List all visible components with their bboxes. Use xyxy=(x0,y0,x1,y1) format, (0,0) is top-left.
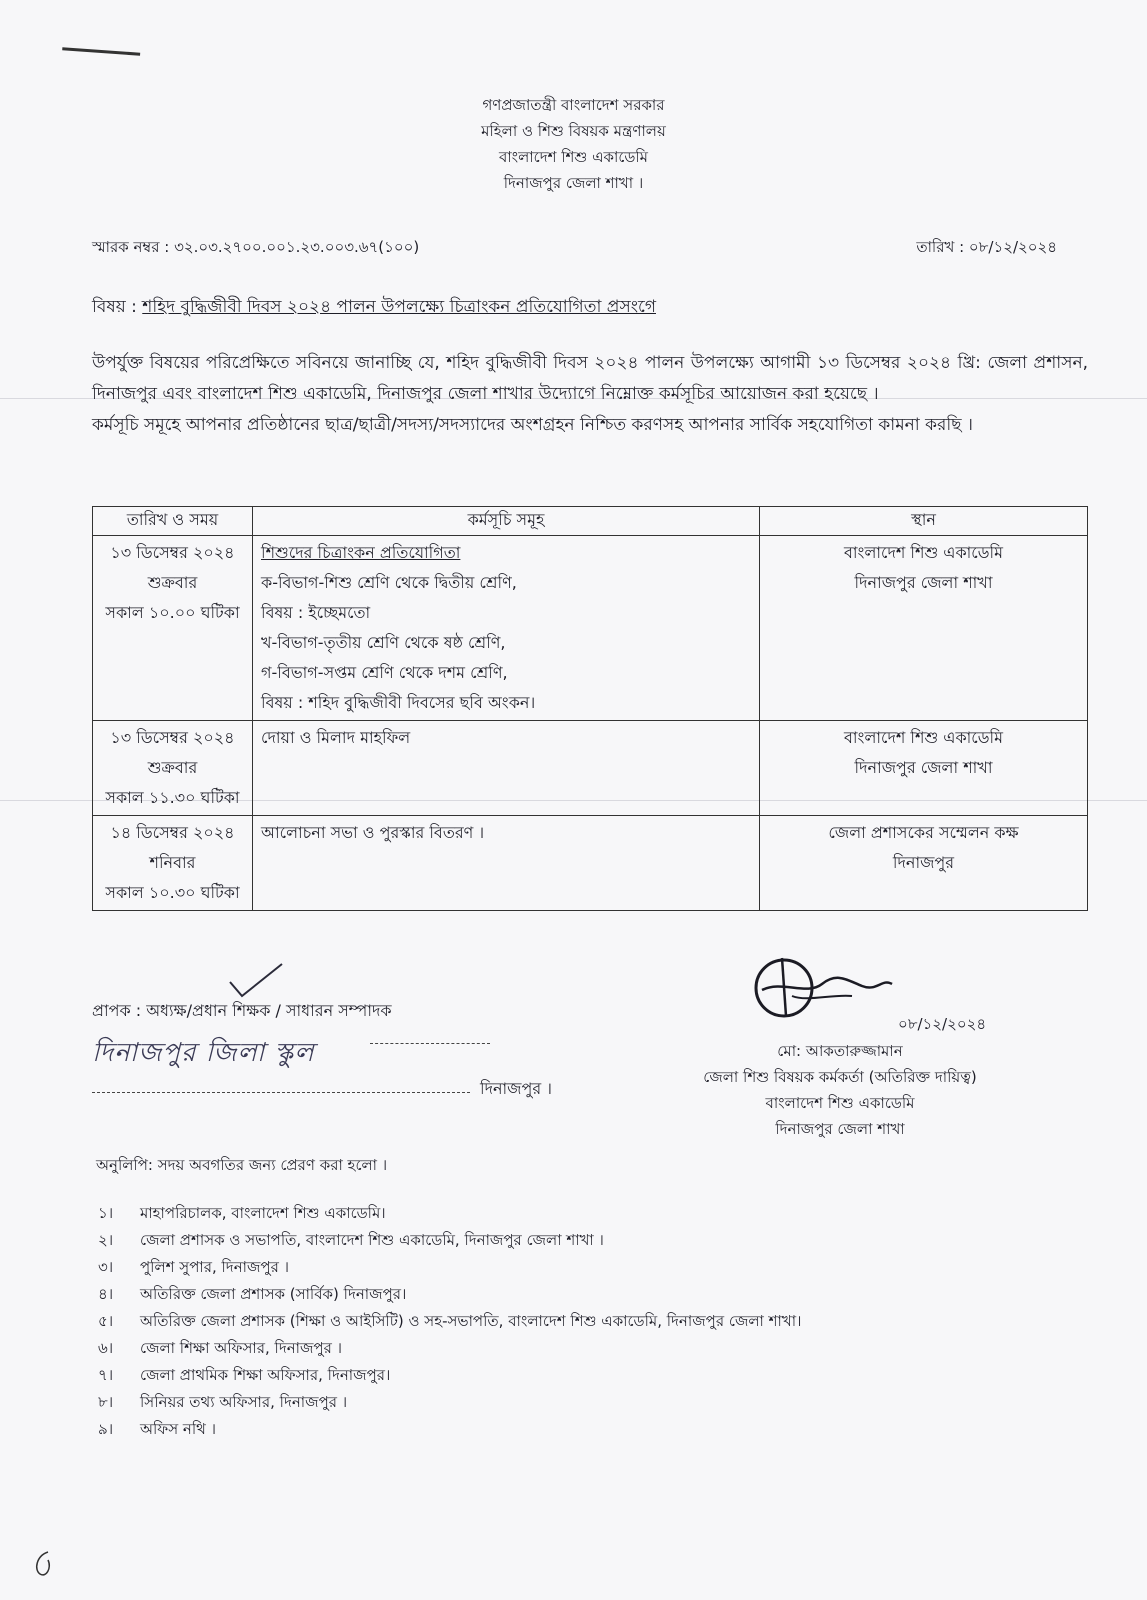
copies-intro: অনুলিপি: সদয় অবগতির জন্য প্রেরণ করা হলো । xyxy=(96,1156,388,1174)
row-venue-cell xyxy=(760,536,1088,721)
letter-body xyxy=(92,348,1088,441)
row-program-cell xyxy=(253,816,760,911)
pen-initial-icon xyxy=(30,1548,58,1578)
checkmark-icon xyxy=(226,960,286,1000)
memo-date: তারিখ : ০৮/১২/২০২৪ xyxy=(916,238,1057,256)
row-date: ১৪ ডিসেম্বর ২০২৪ xyxy=(110,823,235,842)
program-schedule-table xyxy=(92,506,1088,911)
signature-date: ০৮/১২/২০২৪ xyxy=(898,1015,987,1033)
signatory-designation: জেলা শিশু বিষয়ক কর্মকর্তা (অতিরিক্ত দায়িত্ব) xyxy=(703,1068,977,1086)
row-time: সকাল ১০.০০ ঘটিকা xyxy=(105,603,240,622)
row-venue-cell xyxy=(760,721,1088,816)
pen-stroke-mark xyxy=(62,47,140,61)
row-date-cell xyxy=(93,816,253,911)
recipient-city: দিনাজপুর । xyxy=(480,1079,552,1098)
signatory-block xyxy=(660,1038,1020,1142)
venue-line: বাংলাদেশ শিশু একাডেমি xyxy=(844,543,1003,562)
signatory-org: বাংলাদেশ শিশু একাডেমি xyxy=(765,1094,915,1112)
program-line: আলোচনা সভা ও পুরস্কার বিতরণ । xyxy=(261,823,485,842)
row-program-cell xyxy=(253,721,760,816)
list-item: ৫। অতিরিক্ত জেলা প্রশাসক (শিক্ষা ও আইসিটি) ও সহ-সভাপতি, বাংলাদেশ শিশু একাডেমি, দিনাজপুর জেলা শাখা। xyxy=(98,1312,802,1330)
list-item: ২। জেলা প্রশাসক ও সভাপতি, বাংলাদেশ শিশু একাডেমি, দিনাজপুর জেলা শাখা । xyxy=(98,1231,604,1249)
list-item: ১। মাহাপরিচালক, বাংলাদেশ শিশু একাডেমি। xyxy=(98,1204,386,1222)
copies-list xyxy=(98,1200,801,1443)
venue-line: দিনাজপুর জেলা শাখা xyxy=(854,758,993,777)
list-item: ৩। পুলিশ সুপার, দিনাজপুর । xyxy=(98,1258,289,1276)
table-header-row xyxy=(93,507,1088,536)
list-item: ৮। সিনিয়র তথ্য অফিসার, দিনাজপুর । xyxy=(98,1393,348,1411)
recipient-line: প্রাপক : অধ্যক্ষ/প্রধান শিক্ষক / সাধারন সম্পাদক xyxy=(92,1001,392,1020)
row-day: শুক্রবার xyxy=(147,573,198,592)
list-item: ৬। জেলা শিক্ষা অফিসার, দিনাজপুর । xyxy=(98,1339,342,1357)
program-line: গ-বিভাগ-সপ্তম শ্রেণি থেকে দশম শ্রেণি, xyxy=(261,663,508,682)
table-row xyxy=(93,721,1088,816)
row-time: সকাল ১১.৩০ ঘটিকা xyxy=(105,788,240,807)
list-item: ৪। অতিরিক্ত জেলা প্রশাসক (সার্বিক) দিনাজপুর। xyxy=(98,1285,407,1303)
row-venue-cell xyxy=(760,816,1088,911)
header-date-time: তারিখ ও সময় xyxy=(93,507,253,536)
subject-text: শহিদ বুদ্ধিজীবী দিবস ২০২৪ পালন উপলক্ষ্যে চিত্রাংকন প্রতিযোগিতা প্রসংগে xyxy=(142,297,656,317)
signature-icon xyxy=(752,950,902,1020)
program-line: ক-বিভাগ-শিশু শ্রেণি থেকে দ্বিতীয় শ্রেণি, xyxy=(261,573,517,592)
letterhead xyxy=(0,92,1147,196)
row-day: শনিবার xyxy=(149,853,196,872)
venue-line: দিনাজপুর xyxy=(892,853,955,872)
subject-label: বিষয় : xyxy=(92,297,137,317)
letterhead-branch: দিনাজপুর জেলা শাখা । xyxy=(503,174,644,192)
memo-number: স্মারক নম্বর : ৩২.০৩.২৭০০.০০১.২৩.০০৩.৬৭(১০০) xyxy=(92,238,420,256)
header-venue: স্থান xyxy=(760,507,1088,536)
dotted-line xyxy=(370,1043,490,1044)
venue-line: দিনাজপুর জেলা শাখা xyxy=(854,573,993,592)
program-line: বিষয় : শহিদ বুদ্ধিজীবী দিবসের ছবি অংকন। xyxy=(261,693,536,712)
dotted-line xyxy=(92,1092,470,1093)
subject-line xyxy=(92,294,656,322)
body-paragraph-1: উপর্যুক্ত বিষয়ের পরিপ্রেক্ষিতে সবিনয়ে জানাচ্ছি যে, শহিদ বুদ্ধিজীবী দিবস ২০২৪ পালন উপলক্ষ্যে আগামী ১৩ ডিসেম্বর ২০২৪ খ্রি: জেলা প্রশাসন, দিনাজপুর এবং বাংলাদেশ শিশু একাডেমি, দিনাজপুর জেলা শাখার উদ্যোগে নিম্নোক্ত কর্মসূচির আয়োজন করা হয়েছে । xyxy=(92,353,1088,404)
header-programs: কর্মসূচি সমূহ xyxy=(253,507,760,536)
table-row xyxy=(93,536,1088,721)
list-item: ৯। অফিস নথি । xyxy=(98,1420,217,1438)
signatory-name: মো: আকতারুজ্জামান xyxy=(777,1042,903,1060)
letterhead-ministry: মহিলা ও শিশু বিষয়ক মন্ত্রণালয় xyxy=(481,122,666,140)
program-line: দোয়া ও মিলাদ মাহফিল xyxy=(261,728,411,747)
row-date-cell xyxy=(93,721,253,816)
handwritten-recipient: দিনাজপুর জিলা স্কুল xyxy=(92,1038,315,1068)
program-line: বিষয় : ইচ্ছেমতো xyxy=(261,603,371,622)
letterhead-government: গণপ্রজাতন্ত্রী বাংলাদেশ সরকার xyxy=(482,96,665,114)
list-item: ৭। জেলা প্রাথমিক শিক্ষা অফিসার, দিনাজপুর। xyxy=(98,1366,391,1384)
body-paragraph-2: কর্মসূচি সমূহে আপনার প্রতিষ্ঠানের ছাত্র/ছাত্রী/সদস্য/সদস্যাদের অংশগ্রহন নিশ্চিত করণসহ আপনার সার্বিক সহযোগিতা কামনা করছি । xyxy=(92,415,974,435)
row-date: ১৩ ডিসেম্বর ২০২৪ xyxy=(110,543,235,562)
row-time: সকাল ১০.৩০ ঘটিকা xyxy=(105,883,240,902)
letterhead-organization: বাংলাদেশ শিশু একাডেমি xyxy=(498,148,649,166)
row-date: ১৩ ডিসেম্বর ২০২৪ xyxy=(110,728,235,747)
row-program-cell xyxy=(253,536,760,721)
row-day: শুক্রবার xyxy=(147,758,198,777)
venue-line: জেলা প্রশাসকের সম্মেলন কক্ষ xyxy=(828,823,1019,842)
table-row xyxy=(93,816,1088,911)
row-date-cell xyxy=(93,536,253,721)
venue-line: বাংলাদেশ শিশু একাডেমি xyxy=(844,728,1003,747)
program-title: শিশুদের চিত্রাংকন প্রতিযোগিতা xyxy=(261,543,461,562)
program-line: খ-বিভাগ-তৃতীয় শ্রেণি থেকে ষষ্ঠ শ্রেণি, xyxy=(261,633,506,652)
signatory-branch: দিনাজপুর জেলা শাখা xyxy=(775,1120,905,1138)
